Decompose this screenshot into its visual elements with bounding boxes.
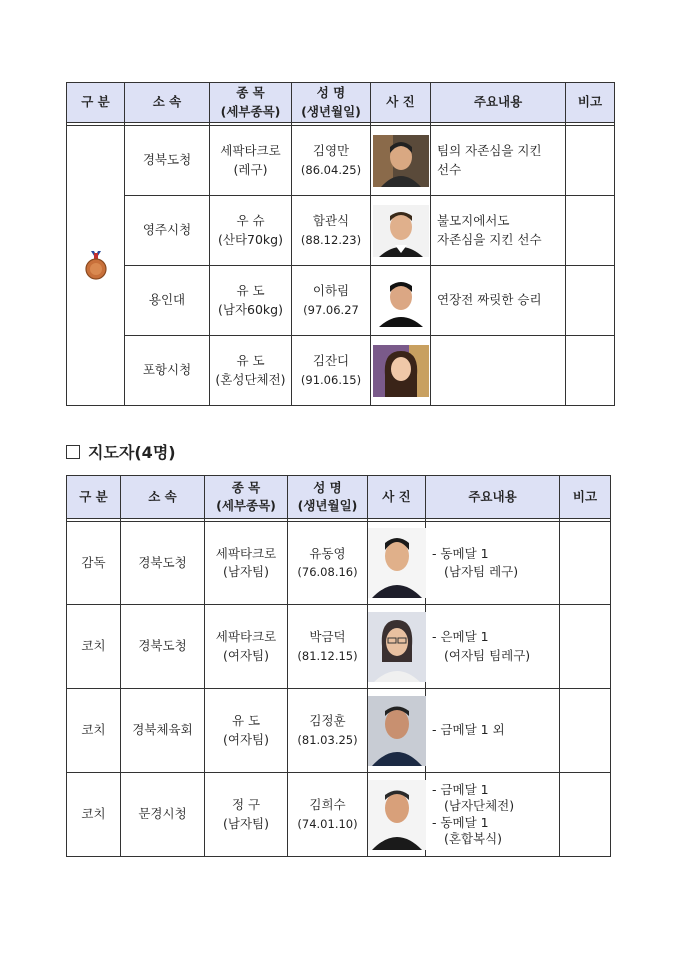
header-name xyxy=(288,476,368,519)
affiliation: 경북체육회 xyxy=(121,689,205,773)
header-content: 주요내용 xyxy=(426,476,560,519)
athlete-photo xyxy=(373,135,429,187)
header-sosok: 소 속 xyxy=(121,476,205,519)
content-cell xyxy=(431,336,566,406)
content-line: 자존심을 지킨 선수 xyxy=(437,231,542,247)
photo-cell xyxy=(371,126,431,196)
event-sub: (산타70kg) xyxy=(218,231,283,247)
photo-cell xyxy=(368,605,426,689)
note-cell xyxy=(560,605,611,689)
header-name-sub: (생년월일) xyxy=(297,498,358,513)
header-jongmok-sub: (세부종목) xyxy=(216,498,276,513)
event-cell xyxy=(205,689,288,773)
event-cell xyxy=(210,266,292,336)
affiliation: 포항시청 xyxy=(125,336,210,406)
header-jongmok-sub: (세부종목) xyxy=(220,103,281,119)
table-row xyxy=(67,605,611,689)
content-cell xyxy=(431,126,566,196)
header-name-sub: (생년월일) xyxy=(301,103,361,119)
event-cell xyxy=(210,196,292,266)
coaches-table xyxy=(66,475,611,857)
photo-cell xyxy=(371,336,431,406)
header-name-label: 성 명 xyxy=(316,85,346,101)
header-jongmok-label: 종 목 xyxy=(236,85,265,101)
content-line: 불모지에서도 xyxy=(437,213,510,229)
header-sosok: 소 속 xyxy=(125,83,210,123)
note-cell xyxy=(566,336,615,406)
name-cell xyxy=(292,336,371,406)
coach-photo xyxy=(368,612,426,682)
content-line: - 동메달 1 xyxy=(432,545,489,561)
name-cell xyxy=(288,773,368,857)
role: 감독 xyxy=(67,522,121,605)
note-cell xyxy=(566,266,615,336)
name-cell xyxy=(288,522,368,605)
table-header-row xyxy=(67,83,615,123)
event: 정 구 xyxy=(231,797,261,813)
birthdate: (81.03.25) xyxy=(297,732,358,747)
content-line: (남자단체전) xyxy=(444,798,515,814)
name-cell xyxy=(292,196,371,266)
birthdate: (81.12.15) xyxy=(297,648,358,663)
name-cell xyxy=(288,689,368,773)
coach-photo xyxy=(368,528,426,598)
table-row xyxy=(67,773,611,857)
event-sub: (여자팀) xyxy=(223,647,269,663)
table-row xyxy=(67,266,615,336)
event: 우 슈 xyxy=(236,213,265,229)
affiliation: 경북도청 xyxy=(121,605,205,689)
header-photo: 사 진 xyxy=(371,83,431,123)
affiliation: 용인대 xyxy=(125,266,210,336)
note-cell xyxy=(566,196,615,266)
affiliation: 영주시청 xyxy=(125,196,210,266)
content-line: 연장전 짜릿한 승리 xyxy=(437,292,542,308)
athlete-photo xyxy=(373,275,429,327)
coach-photo xyxy=(368,780,426,850)
name-cell xyxy=(292,126,371,196)
header-jongmok xyxy=(205,476,288,519)
table-row xyxy=(67,126,615,196)
name-cell xyxy=(292,266,371,336)
event: 유 도 xyxy=(231,713,261,729)
coach-photo xyxy=(368,696,426,766)
event-sub: (혼성단체전) xyxy=(215,371,286,387)
photo-cell xyxy=(371,266,431,336)
header-jongmok-label: 종 목 xyxy=(231,479,261,495)
event: 세팍타크로 xyxy=(215,545,277,561)
birthdate: (76.08.16) xyxy=(297,565,358,579)
content-line: - 금메달 1 외 xyxy=(432,722,505,738)
coach-name: 김정훈 xyxy=(309,713,346,729)
event: 세팍타크로 xyxy=(215,629,277,645)
checkbox-icon xyxy=(66,445,80,459)
photo-cell xyxy=(368,522,426,605)
photo-cell xyxy=(371,196,431,266)
header-gubun: 구 분 xyxy=(67,476,121,519)
content-line: 선수 xyxy=(437,161,462,177)
content-line: - 금메달 1 xyxy=(432,782,489,797)
header-content: 주요내용 xyxy=(431,83,566,123)
table-row xyxy=(67,196,615,266)
content-cell xyxy=(426,689,560,773)
role: 코치 xyxy=(67,773,121,857)
photo-cell xyxy=(368,689,426,773)
content-line: - 은메달 1 xyxy=(432,629,489,645)
event-sub: (남자60kg) xyxy=(218,301,283,317)
note-cell xyxy=(566,126,615,196)
name-cell xyxy=(288,605,368,689)
birthdate: (74.01.10) xyxy=(297,816,358,831)
birthdate: (88.12.23) xyxy=(300,232,362,247)
header-gubun: 구 분 xyxy=(67,83,125,123)
content-line: (혼합복식) xyxy=(444,830,503,846)
note-cell xyxy=(560,689,611,773)
event-sub: (레구) xyxy=(233,161,268,177)
header-jongmok xyxy=(210,83,292,123)
athlete-name: 함관식 xyxy=(312,213,350,229)
header-name xyxy=(292,83,371,123)
event-cell xyxy=(210,126,292,196)
athlete-name: 이하림 xyxy=(312,283,350,299)
event-sub: (여자팀) xyxy=(223,731,269,747)
event-sub: (남자팀) xyxy=(223,815,269,831)
event-cell xyxy=(205,773,288,857)
header-name-label: 성 명 xyxy=(313,479,342,495)
content-line: 팀의 자존심을 지킨 xyxy=(437,143,542,159)
content-line: - 동메달 1 xyxy=(432,814,489,830)
section-title xyxy=(66,440,176,463)
athlete-photo xyxy=(373,205,429,257)
role: 코치 xyxy=(67,605,121,689)
content-line: (남자팀 레구) xyxy=(444,564,519,579)
content-cell xyxy=(431,196,566,266)
note-cell xyxy=(560,773,611,857)
medal-cell xyxy=(67,126,125,406)
event-cell xyxy=(205,522,288,605)
content-cell xyxy=(431,266,566,336)
affiliation: 경북도청 xyxy=(125,126,210,196)
event: 유 도 xyxy=(236,353,265,369)
birthdate: (97.06.27 xyxy=(303,302,359,317)
event: 세팍타크로 xyxy=(220,143,281,159)
table-row xyxy=(67,689,611,773)
note-cell xyxy=(560,522,611,605)
coach-name: 유동영 xyxy=(309,545,346,561)
bronze-medal-icon xyxy=(85,251,107,281)
content-cell xyxy=(426,605,560,689)
event: 유 도 xyxy=(236,283,265,299)
header-photo: 사 진 xyxy=(368,476,426,519)
athlete-name: 김영만 xyxy=(312,143,350,159)
event-sub: (남자팀) xyxy=(223,564,269,579)
header-note: 비고 xyxy=(566,83,615,123)
content-line: (여자팀 팀레구) xyxy=(444,647,531,663)
content-cell xyxy=(426,522,560,605)
content-cell xyxy=(426,773,560,857)
table-row xyxy=(67,336,615,406)
coach-name: 김희수 xyxy=(309,797,346,813)
birthdate: (91.06.15) xyxy=(300,372,362,387)
athlete-photo xyxy=(373,345,429,397)
role: 코치 xyxy=(67,689,121,773)
event-cell xyxy=(210,336,292,406)
event-cell xyxy=(205,605,288,689)
coach-name: 박금덕 xyxy=(309,629,346,645)
photo-cell xyxy=(368,773,426,857)
affiliation: 경북도청 xyxy=(121,522,205,605)
header-note: 비고 xyxy=(560,476,611,519)
birthdate: (86.04.25) xyxy=(300,162,362,177)
table-row xyxy=(67,522,611,605)
athletes-table xyxy=(66,82,615,406)
table-header-row xyxy=(67,476,611,519)
athlete-name: 김잔디 xyxy=(312,353,350,369)
affiliation: 문경시청 xyxy=(121,773,205,857)
section-title-text: 지도자(4명) xyxy=(88,443,176,462)
